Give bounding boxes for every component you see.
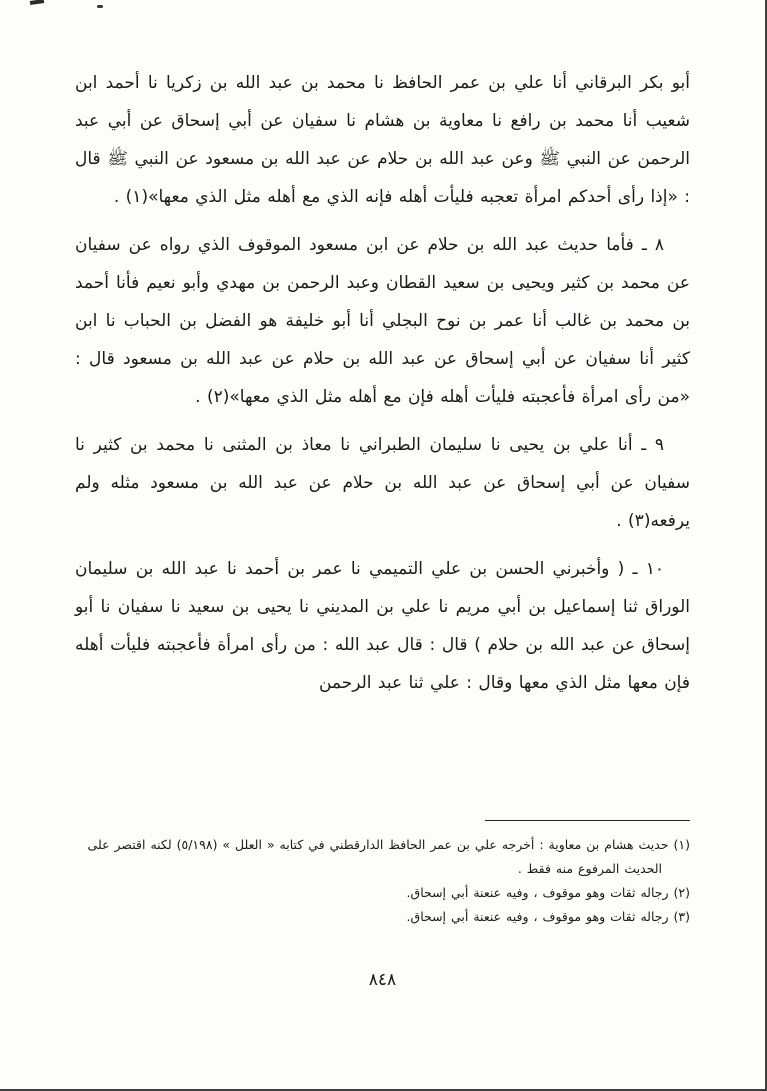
footnote-separator-rule (485, 820, 690, 821)
paragraph-continuation: أبو بكر البرقاني أنا علي بن عمر الحافظ نا محمد بن عبد الله بن زكريا نا أحمد ابن شعيب أنا محمد بن رافع نا معاوية بن هشام نا سفيان عن أبي إسحاق عن أبي عبد الرحمن عن النبي ﷺ وعن عبد الله بن حلام عن عبد الله بن مسعود عن النبي ﷺ قال : «إذا رأى أحدكم امرأة تعجبه فليأت أهله فإنه الذي مع أهله مثل الذي معها»(١) . (75, 73, 690, 207)
scan-artifact (30, 0, 44, 5)
footnote-2: (٢) رجاله ثقات وهو موقوف ، وفيه عنعنة أبي إسحاق. (406, 885, 690, 900)
scan-artifact (97, 5, 103, 8)
footnote-3: (٣) رجاله ثقات وهو موقوف ، وفيه عنعنة أبي إسحاق. (406, 909, 690, 924)
hadith-paragraph-9: ٩ ـ أنا علي بن يحيى نا سليمان الطبراني نا معاذ بن المثنى نا محمد بن كثير نا سفيان عن أبي إسحاق عن عبد الله بن حلام عن عبد الله بن مسعود مثله ولم يرفعه(٣) . (75, 435, 690, 531)
footnote-1: (١) حديث هشام بن معاوية : أخرجه علي بن عمر الحافظ الدارقطني في كتابه « العلل » (٥/١٩٨) لكنه اقتصر على الحديث المرفوع منه فقط . (87, 837, 690, 876)
hadith-paragraph-8: ٨ ـ فأما حديث عبد الله بن حلام عن ابن مسعود الموقوف الذي رواه عن سفيان عن محمد بن كثير ويحيى بن سعيد القطان وعبد الرحمن بن مهدي وأبو نعيم فأنا أحمد بن محمد بن غالب أنا عمر بن نوح البجلي أنا أبو خليفة هو الفضل بن الحباب نا ابن كثير أنا سفيان عن أبي إسحاق عن عبد الله بن حلام عن عبد الله بن مسعود قال : «من رأى امرأة فأعجبته فليأت أهله فإن مع أهله مثل الذي معها»(٢) . (75, 235, 690, 407)
main-text-block (75, 64, 690, 712)
hadith-paragraph-10: ١٠ ـ ( وأخبرني الحسن بن علي التميمي نا عمر بن أحمد نا عبد الله بن سليمان الوراق ثنا إسماعيل بن أبي مريم نا علي بن المديني نا يحيى بن سعيد نا سفيان نا أبو إسحاق عن عبد الله بن حلام ) قال : قال عبد الله : من رأى امرأة فأعجبته فليأت أهله فإن معها مثل الذي معها وقال : علي ثنا عبد الرحمن (75, 559, 690, 693)
page-number: ٨٤٨ (368, 970, 397, 990)
footnotes-section (75, 820, 690, 929)
